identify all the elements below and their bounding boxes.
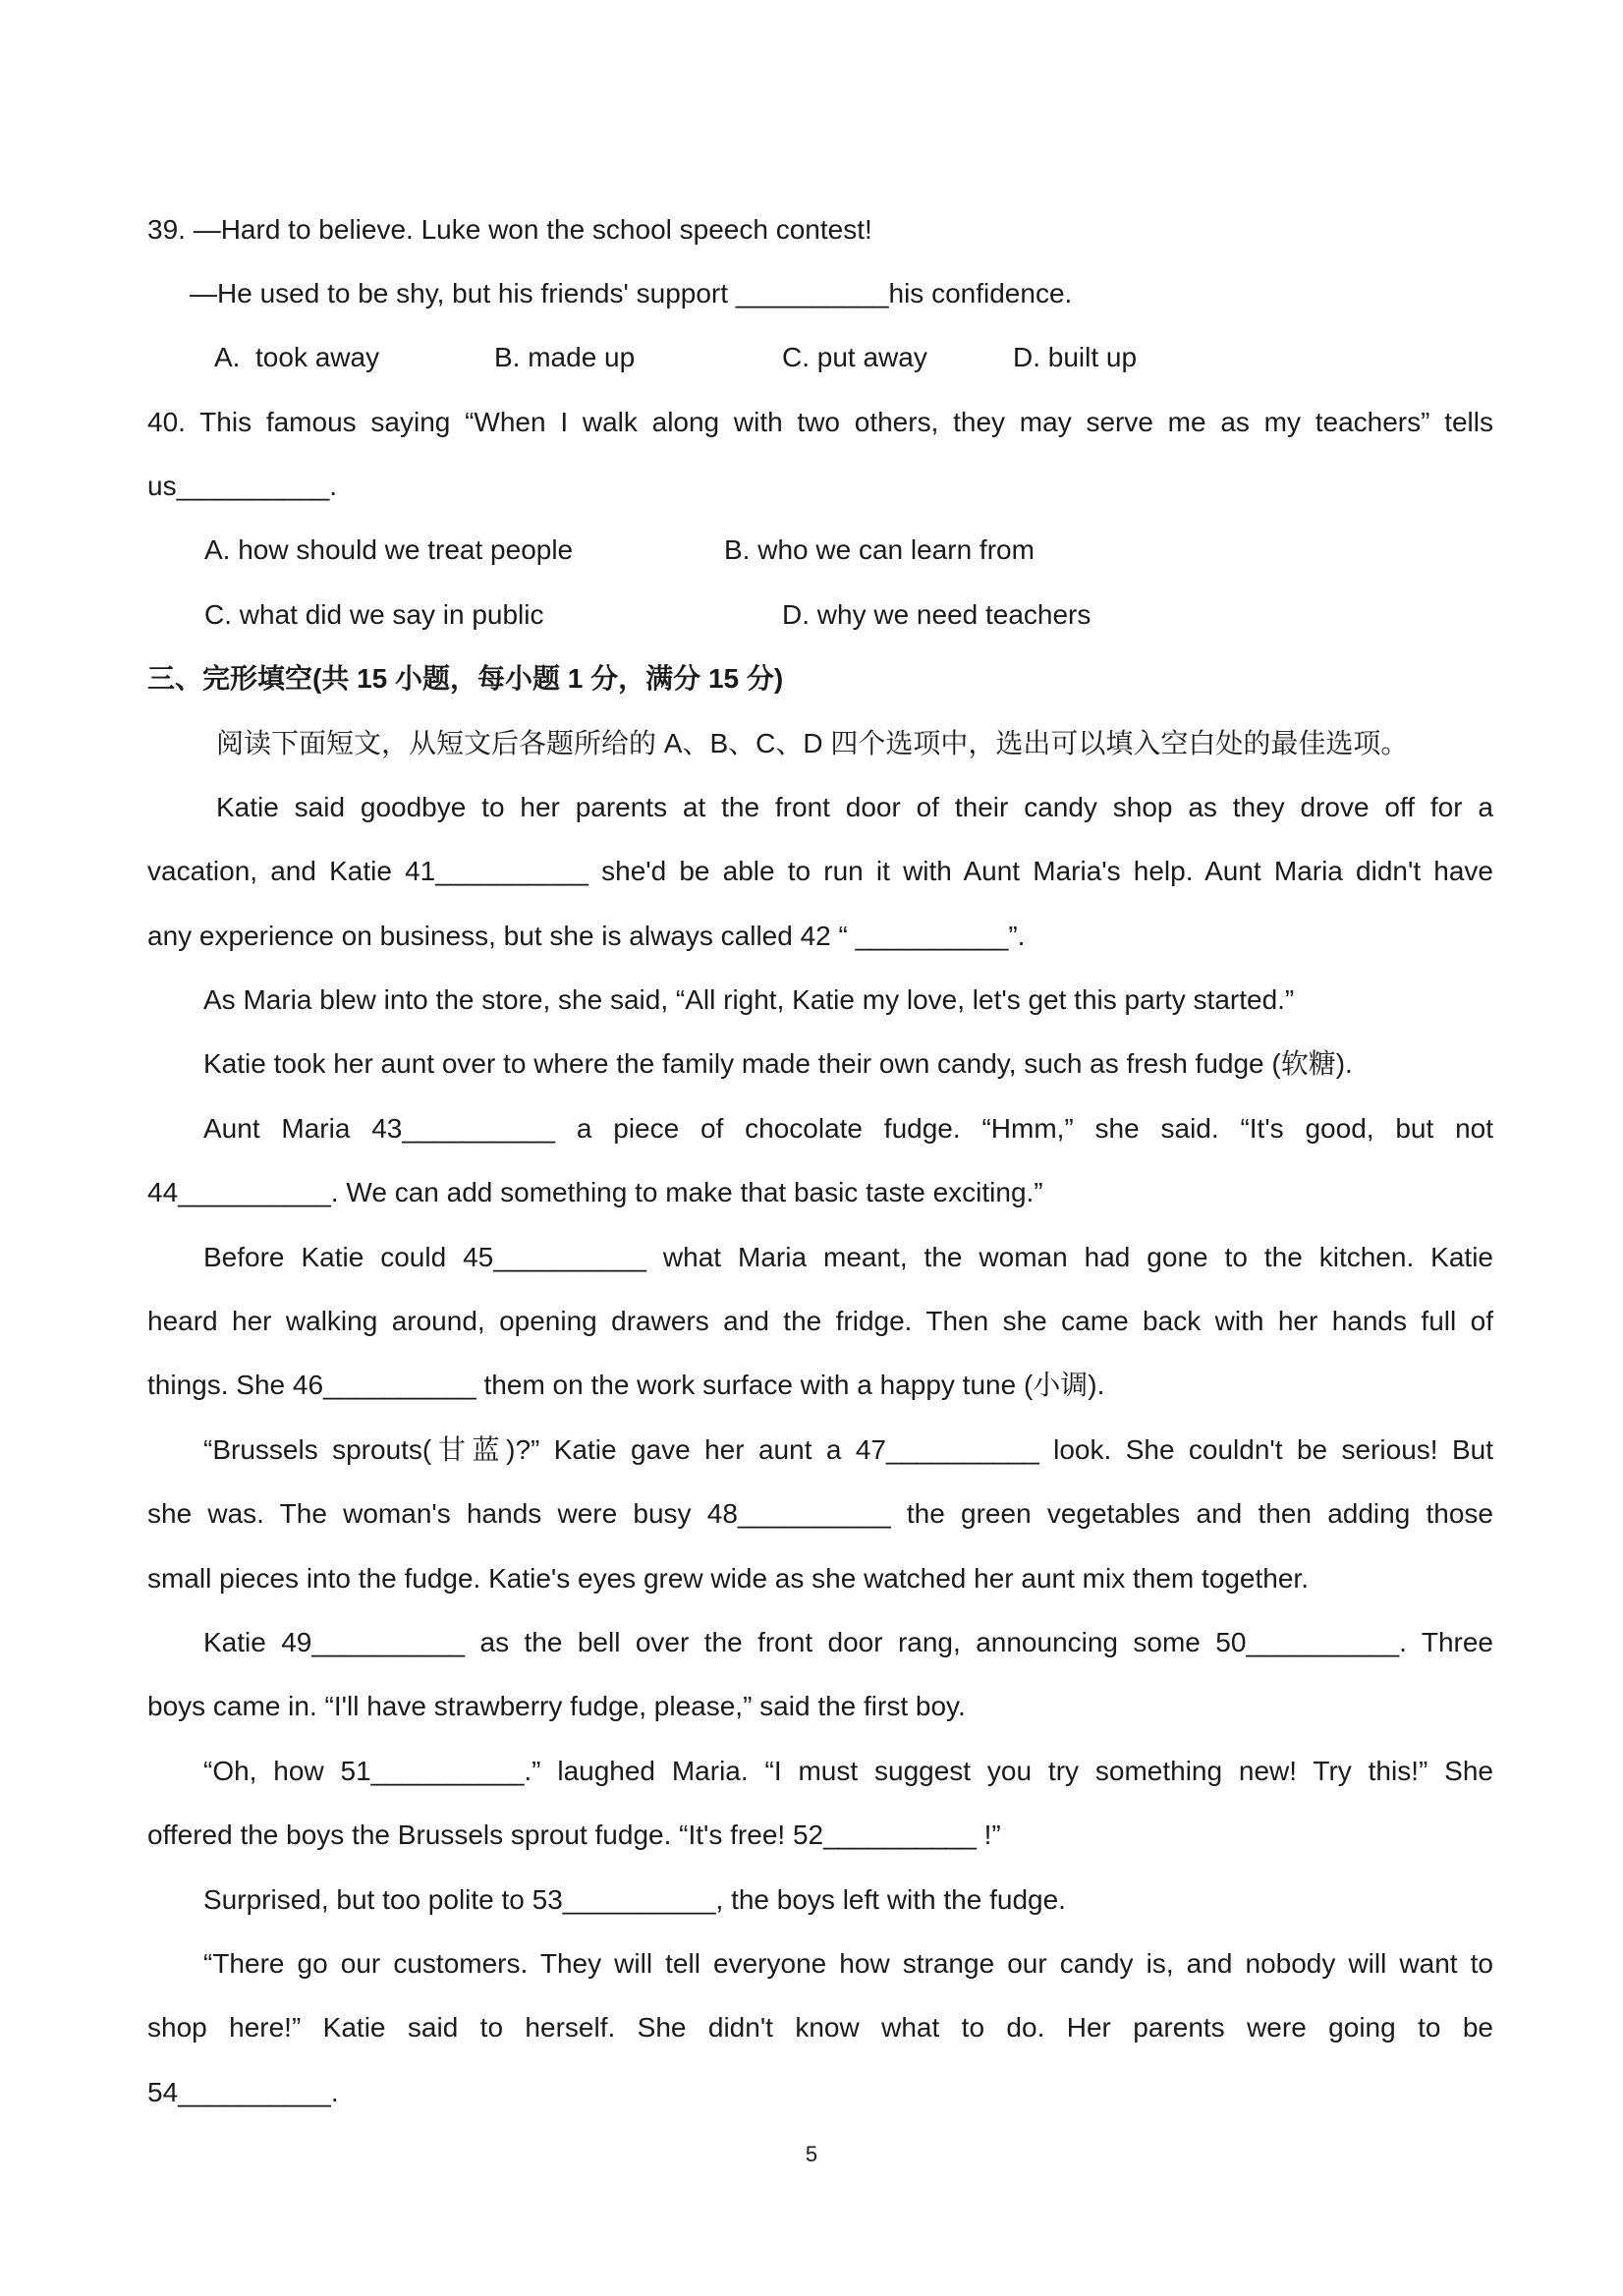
q40-option-a: A. how should we treat people <box>204 534 574 565</box>
passage-line: Katie 49__________ as the bell over the front door rang, announcing some 50__________. Three <box>203 1627 1493 1657</box>
section-instruction: 阅读下面短文，从短文后各题所给的 A、B、C、D 四个选项中，选出可以填入空白处的最佳选项。 <box>216 728 1409 758</box>
passage-line: things. She 46__________ them on the work surface with a happy tune (小调). <box>147 1370 1105 1400</box>
page-number: 5 <box>805 2142 818 2166</box>
passage-line: “Oh, how 51__________.” laughed Maria. “I must suggest you try something new! Try this!” She <box>203 1756 1493 1786</box>
passage-line: vacation, and Katie 41__________ she'd be able to run it with Aunt Maria's help. Aunt Maria didn't have <box>147 856 1493 886</box>
q40-option-c: C. what did we say in public <box>204 599 544 630</box>
passage-line: Katie said goodbye to her parents at the front door of their candy shop as they drove off for a <box>216 792 1493 822</box>
q39-option-b: B. made up <box>494 342 636 372</box>
section-heading: 三、完形填空(共 15 小题，每小题 1 分，满分 15 分) <box>147 663 784 694</box>
passage-line: Katie took her aunt over to where the family made their own candy, such as fresh fudge (软糖). <box>203 1048 1353 1079</box>
q40-option-b: B. who we can learn from <box>724 534 1035 565</box>
q40-stem-line2: us__________. <box>147 471 338 501</box>
q39-option-a: A. took away <box>214 342 380 372</box>
q39-reply: —He used to be shy, but his friends' support __________his confidence. <box>190 278 1073 308</box>
passage-line: As Maria blew into the store, she said, “All right, Katie my love, let's get this party started.” <box>203 984 1295 1015</box>
q39-option-d: D. built up <box>1013 342 1138 372</box>
passage-line: Before Katie could 45__________ what Maria meant, the woman had gone to the kitchen. Katie <box>203 1242 1493 1272</box>
passage-line: “There go our customers. They will tell everyone how strange our candy is, and nobody will want to <box>203 1948 1493 1979</box>
passage-line: Aunt Maria 43__________ a piece of chocolate fudge. “Hmm,” she said. “It's good, but not <box>203 1113 1493 1144</box>
passage-line: Surprised, but too polite to 53__________, the boys left with the fudge. <box>203 1884 1066 1915</box>
passage-line: “Brussels sprouts(甘蓝)?” Katie gave her aunt a 47__________ look. She couldn't be serious! But <box>203 1434 1493 1465</box>
passage-line: she was. The woman's hands were busy 48__________ the green vegetables and then adding those <box>147 1498 1493 1529</box>
passage-line: offered the boys the Brussels sprout fudge. “It's free! 52__________ !” <box>147 1820 1001 1850</box>
passage-line: 54__________. <box>147 2077 339 2107</box>
q39-stem: 39. —Hard to believe. Luke won the school speech contest! <box>147 214 872 245</box>
passage-line: 44__________. We can add something to make that basic taste exciting.” <box>147 1177 1043 1207</box>
passage-line: shop here!” Katie said to herself. She didn't know what to do. Her parents were going to be <box>147 2012 1493 2043</box>
passage-line: small pieces into the fudge. Katie's eyes grew wide as she watched her aunt mix them together. <box>147 1563 1309 1594</box>
passage-line: heard her walking around, opening drawers and the fridge. Then she came back with her hands full of <box>147 1306 1493 1336</box>
passage-line: any experience on business, but she is always called 42 “ __________”. <box>147 921 1026 951</box>
q40-option-d: D. why we need teachers <box>782 599 1091 630</box>
q40-stem-line1: 40. This famous saying “When I walk along with two others, they may serve me as my teachers” tells <box>147 407 1493 437</box>
passage-line: boys came in. “I'll have strawberry fudge, please,” said the first boy. <box>147 1691 966 1721</box>
q39-option-c: C. put away <box>782 342 927 372</box>
